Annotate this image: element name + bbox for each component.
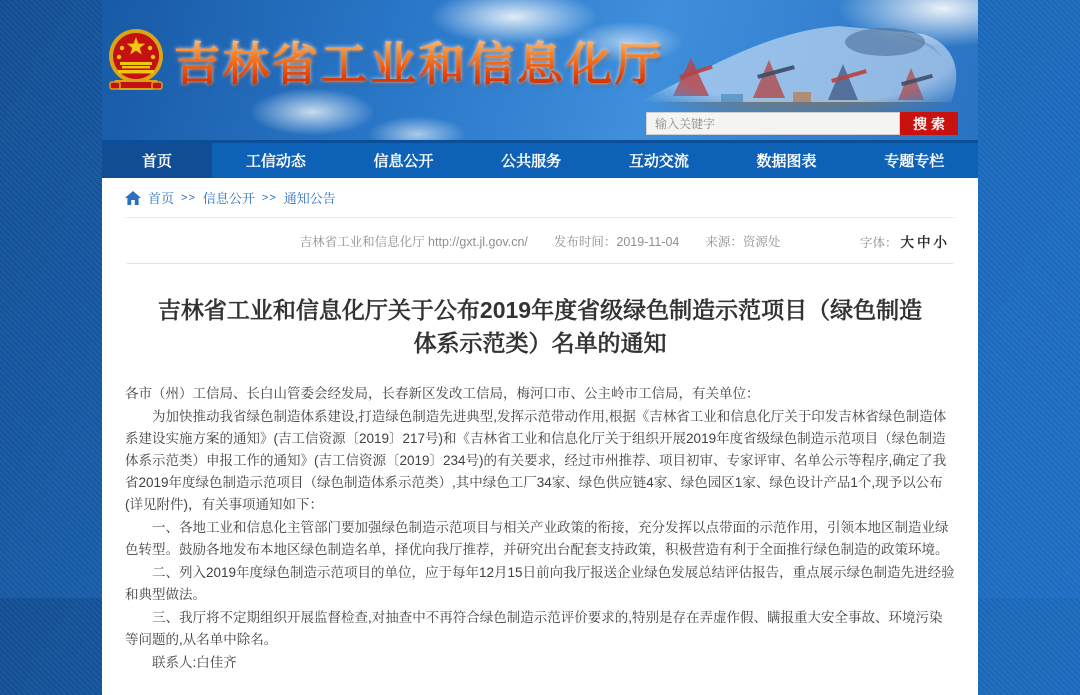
meta-publish-date: 发布时间：2019-11-04 [553, 234, 680, 249]
font-size-medium-button[interactable]: 中 [917, 234, 931, 250]
nav-item-home[interactable]: 首页 [102, 143, 212, 178]
breadcrumb-notices[interactable]: 通知公告 [283, 191, 336, 206]
font-size-control [860, 231, 947, 251]
content-panel [102, 178, 978, 695]
font-size-label: 字体： [859, 235, 898, 250]
nav-item-dynamics[interactable]: 工信动态 [245, 153, 306, 170]
site-title: 吉林省工业和信息化厅 [174, 28, 664, 94]
search-button[interactable]: 搜索 [900, 112, 958, 135]
nav-item-data-charts[interactable]: 数据图表 [756, 153, 817, 170]
national-emblem-icon [108, 26, 164, 98]
breadcrumb-separator: >> [261, 191, 277, 204]
article-salutation: 各市（州）工信局、长白山管委会经发局，长春新区发改工信局，梅河口市、公主岭市工信局，有关单位： [125, 385, 760, 401]
breadcrumb-home[interactable]: 首页 [148, 191, 175, 206]
train-and-oilfield-photo [633, 0, 978, 118]
page-container [102, 0, 978, 695]
breadcrumb [125, 178, 955, 218]
font-size-small-button[interactable]: 小 [933, 234, 947, 250]
article-paragraph: 二、列入2019年度绿色制造示范项目的单位，应于每年12月15日前向我厅报送企业绿色发展总结评估报告，重点展示绿色制造先进经验和典型做法。 [125, 564, 955, 602]
article-paragraph: 三、我厅将不定期组织开展监督检查,对抽查中不再符合绿色制造示范评价要求的,特别是存在弄虚作假、瞒报重大安全事故、环境污染等问题的,从名单中除名。 [125, 609, 943, 647]
breadcrumb-disclosure[interactable]: 信息公开 [202, 191, 255, 206]
meta-source-site: 吉林省工业和信息化厅 http://gxt.jl.gov.cn/ [299, 234, 528, 249]
search-bar [646, 112, 958, 135]
main-nav [102, 140, 978, 178]
nav-item-services[interactable]: 公共服务 [501, 153, 562, 170]
article-meta [127, 218, 953, 264]
article-paragraph: 为加快推动我省绿色制造体系建设,打造绿色制造先进典型,发挥示范带动作用,根据《吉林省工业和信息化厅关于印发吉林省绿色制造体系建设实施方案的通知》(吉工信资源〔2019〕217号)和《吉林省工业和信息化厅关于组织开展2019年度省级绿色制造示范项目（绿色制造体系示范类）申报工作的通知》(吉工信资源〔2019〕234号)的有关要求，经过市州推荐、项目初审、专家评审、名单公示等程序,确定了我省2019年度绿色制造示范项目（绿色制造体系示范类）,其中绿色工厂34家、绿色供应链4家、绿色园区1家、绿色设计产品1个,现予以公布(详见附件)，有关事项通知如下： [125, 408, 947, 512]
breadcrumb-separator: >> [181, 191, 196, 204]
nav-item-disclosure[interactable]: 信息公开 [373, 153, 434, 170]
article-title: 吉林省工业和信息化厅关于公布2019年度省级绿色制造示范项目（绿色制造体系示范类）名单的通知 [157, 297, 923, 357]
article-body [125, 383, 955, 674]
meta-origin: 来源：资源处 [705, 234, 781, 249]
search-input[interactable] [646, 112, 900, 135]
home-icon [125, 191, 141, 205]
nav-item-interaction[interactable]: 互动交流 [628, 153, 689, 170]
article-paragraph: 一、各地工业和信息化主管部门要加强绿色制造示范项目与相关产业政策的衔接，充分发挥以点带面的示范作用，引领本地区制造业绿色转型。鼓励各地发布本地区绿色制造名单，择优向我厅推荐，并研究出台配套支持政策，积极营造有利于全面推行绿色制造的政策环境。 [125, 519, 949, 557]
site-banner [102, 0, 978, 140]
article-contact: 联系人:白佳齐 [152, 654, 237, 670]
nav-item-special-topics[interactable]: 专题专栏 [884, 153, 945, 170]
font-size-large-button[interactable]: 大 [900, 234, 914, 250]
